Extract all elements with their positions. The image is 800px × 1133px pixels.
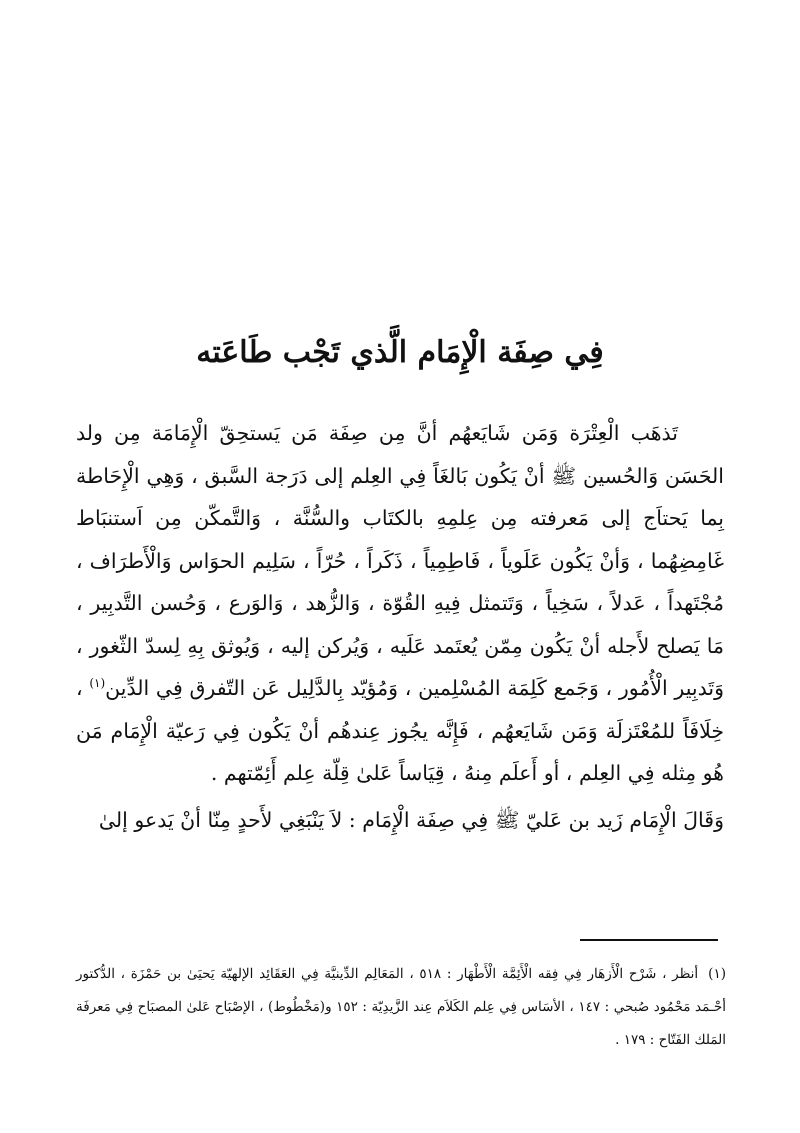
paragraph-1-continuation: ، خِلَافَاً للمُعْتَزلَة وَمَن شَايَعهُم ، فَإِنَّه يجُوز عِندهُم أنْ يَكُون فِي رَعيّة الْإِمَام مَن هُو مِثله فِي العِلم ، أو أَعلَم مِنهُ ، قِيَاساً عَلىٰ قِلّة عِلم أَئِمّتهم . — [76, 676, 724, 785]
footnotes — [76, 958, 726, 1057]
footnote-text: أنظر ، شَرْح الْأَزهَار فِي فِقه الْأَئِمَّة الْأَطْهَار : ٥١٨ ، المَعَالِم الدِّينيَّة فِي العَقَائِد الإلهيّة يَحيَىٰ بن حَمْزَة ، الدُّكتور أحْـمَد مَحْمُود صُبحي : ١٤٧ ، الأسَاس فِي عِلم الكَلاَم عِند الزَّيدِيّة : ١٥٢ و(مَخْطُوط) ، الإصْبَاح عَلىٰ المصبَاح فِي مَعرفَة المَلك الفَتّاح : ١٧٩ . — [76, 966, 726, 1048]
body-text — [76, 412, 724, 841]
paragraph-1-text: تَذهَب الْعِتْرَة وَمَن شَايَعهُم أنَّ مِن صِفَة مَن يَستحِقّ الْإِمَامَة مِن ولد الحَسَن وَالحُسين ﷺ أنْ يَكُون بَالغَاً فِي العِلم إلى دَرَجة السَّبق ، وَهِي الْإِحَاطة بِما يَحتاَج إلى مَعرفته مِن عِلمِهِ بالكتَاب والسُّنَّة ، وَالتَّمكّن مِن اَستنبَاط غَامِضِهُما ، وَأنْ يَكُون عَلَوياً ، فَاطِمِياً ، ذَكَراً ، حُرّاً ، سَلِيم الحوَاس وَالْأَطرَاف ، مُجْتَهداً ، عَدلاً ، سَخِياً ، وَتَتمثل فِيهِ القُوّة ، وَالزُّهد ، وَالوَرع ، وَحُسن التَّدبِير ، مَا يَصلح لأَجله أنْ يَكُون مِمّن يُعتَمد عَلَيه ، وَيُركن إليه ، وَيُوثق بِهِ لِسدّ الثّغور ، وَتَدبِير الْأُمُور ، وَجَمع كَلِمَة المُسْلِمين ، وَمُؤيّد بِالدَّلِيل عَن التّفرق فِي الدِّين — [76, 421, 724, 700]
body-paragraph-2: وَقَالَ الْإِمَام زَيد بن عَليّ ﷺ فِي صِفَة الْإِمَام : لاَ يَنْبَغِي لأَحدٍ مِنّا أنْ يَدعو إلىٰ — [98, 807, 724, 832]
footnote-1 — [76, 958, 726, 1057]
section-title: فِي صِفَة الْإِمَام الَّذي تَجْب طَاعَته — [196, 335, 604, 370]
body-paragraph-1 — [76, 412, 724, 795]
footnote-divider — [580, 939, 718, 941]
footnote-reference: (١) — [89, 676, 106, 691]
footnote-marker: (١) — [708, 966, 726, 982]
